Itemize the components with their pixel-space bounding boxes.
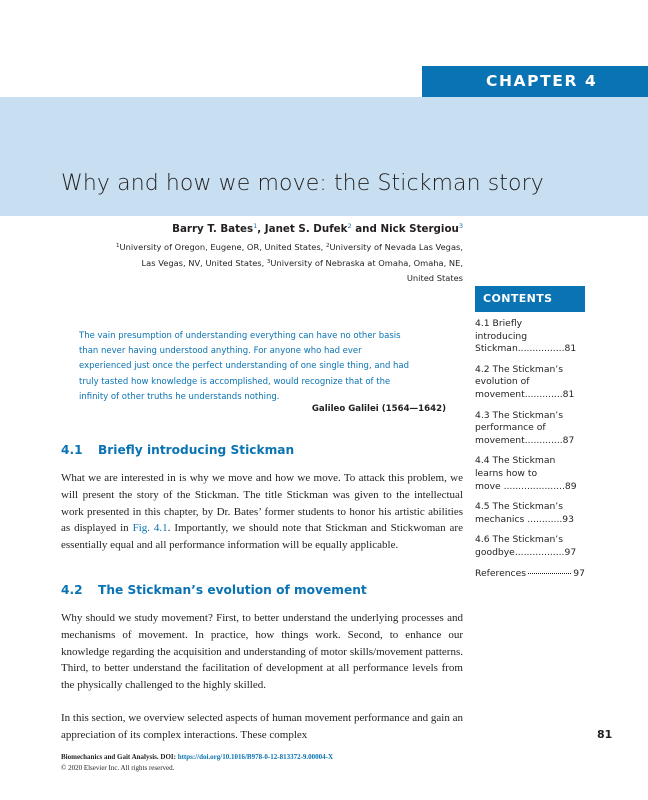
figure-link[interactable]: Fig. 4.1: [132, 522, 168, 535]
section-heading-4-1: [61, 443, 294, 457]
toc-line: 4.3 The Stickman’s: [475, 409, 564, 421]
epigraph-line: experienced just once the perfect understanding of one single thing, and had: [79, 361, 410, 372]
chapter-title: Why and how we move: the Stickman story: [61, 171, 544, 196]
chapter-label: CHAPTER 4: [422, 66, 648, 97]
affiliation-2: University of Nevada Las Vegas,: [329, 242, 463, 252]
epigraph-line: infinity of other truths he understands nothing.: [79, 391, 280, 402]
toc-line: goodbye.................97: [475, 546, 577, 558]
page-footer: [61, 752, 333, 773]
toc-line: movement.............81: [475, 388, 575, 400]
epigraph-source: Galileo Galilei (1564—1642): [311, 404, 446, 414]
contents-heading: CONTENTS: [475, 286, 585, 312]
affil-sup: 1: [116, 243, 120, 249]
paragraph-text: What we are interested in is why we move and how we move. To attack this problem, we will present the story of the Stickman. The title Stickman was given to the intellectual work presented in this chapter, by Dr. Bates’ former students to honor his artistic abilities as displayed in: [61, 472, 463, 535]
section-4-2-paragraph-2: In this section, we overview selected aspects of human movement performance and gain an appreciation of its complex interactions. These complex: [61, 712, 463, 741]
section-heading-4-2: [61, 583, 367, 597]
page-number: 81: [597, 728, 613, 741]
epigraph-line: than never having understood anything. For anyone who had ever: [79, 346, 362, 357]
affil-sup: 2: [325, 243, 330, 249]
section-number: 4.1: [61, 443, 83, 457]
doi-label: DOI:: [158, 753, 178, 761]
author-sep: ,: [257, 223, 265, 235]
toc-line: movement.............87: [475, 434, 575, 446]
author-list: [172, 222, 463, 235]
section-4-2-paragraph-1: Why should we study movement? First, to better understand the underlying processes and mechanisms of movement. In practice, how things work. Second, to enhance our knowledge regarding the acquisition and understanding of motor skills/movement patterns. Third, to better understand the facilitation of development at all performance levels from the physically challenged to the highly skilled.: [61, 612, 463, 692]
contents-list: [475, 318, 585, 588]
toc-line: performance of: [475, 422, 546, 434]
toc-line: 4.1 Briefly: [475, 318, 523, 329]
affiliation-2-cont: Las Vegas, NV, United States,: [141, 258, 267, 268]
toc-line: move .....................89: [475, 480, 577, 492]
toc-item-4-2[interactable]: [475, 364, 585, 402]
section-title: Briefly introducing Stickman: [98, 443, 295, 457]
author-name: Barry T. Bates: [172, 223, 254, 235]
author-sep: and: [351, 223, 381, 235]
toc-label: References: [475, 567, 527, 579]
author-affil-sup: 1: [253, 222, 258, 230]
toc-leader-dots: [528, 573, 571, 574]
epigraph-line: The vain presumption of understanding everything can have no other basis: [79, 331, 401, 341]
toc-line: 4.6 The Stickman’s: [475, 534, 564, 546]
section-title: The Stickman’s evolution of movement: [98, 583, 367, 597]
doi-link[interactable]: https://doi.org/10.1016/B978-0-12-813372-9.00004-X: [177, 753, 334, 761]
toc-line: mechanics ............93: [475, 513, 574, 525]
affiliation-3: University of Nebraska at Omaha, Omaha, NE,: [270, 258, 463, 268]
toc-line: introducing: [475, 330, 528, 342]
toc-line: evolution of: [475, 376, 530, 388]
toc-item-4-1[interactable]: [475, 318, 585, 356]
paragraph-text: . Importantly, we should note that Stickman and Stickwoman are essentially equal and all performance information will be equally applicable.: [61, 522, 463, 552]
toc-line: 4.4 The Stickman: [475, 455, 556, 467]
toc-line: 4.2 The Stickman’s: [475, 363, 564, 375]
toc-item-4-3[interactable]: [475, 410, 585, 448]
toc-item-4-4[interactable]: [475, 455, 585, 493]
toc-item-4-6[interactable]: [475, 534, 585, 559]
author-name: Janet S. Dufek: [264, 223, 348, 235]
toc-item-4-5[interactable]: [475, 501, 585, 526]
affiliations: [63, 239, 463, 286]
author-affil-sup: 3: [458, 222, 463, 230]
epigraph-quote: [79, 329, 451, 405]
toc-line: 4.5 The Stickman’s: [475, 501, 564, 513]
affiliation-3-cont: United States: [406, 273, 463, 283]
title-band: [0, 97, 648, 216]
epigraph-line: truly tasted how knowledge is accomplished, would recognize that of the: [79, 376, 391, 387]
copyright-text: © 2020 Elsevier Inc. All rights reserved.: [61, 763, 175, 772]
toc-page: 97: [573, 567, 585, 579]
book-title: Biomechanics and Gait Analysis.: [61, 753, 159, 761]
affiliation-1: University of Oregon, Eugene, OR, United States,: [119, 242, 326, 252]
section-4-1-paragraph: [61, 470, 463, 554]
toc-line: learns how to: [475, 467, 538, 479]
affil-sup: 3: [266, 259, 271, 265]
toc-item-references[interactable]: [475, 568, 585, 581]
toc-line: Stickman................81: [475, 343, 577, 355]
section-number: 4.2: [61, 583, 83, 597]
author-affil-sup: 2: [347, 222, 352, 230]
author-name: Nick Stergiou: [380, 223, 459, 235]
